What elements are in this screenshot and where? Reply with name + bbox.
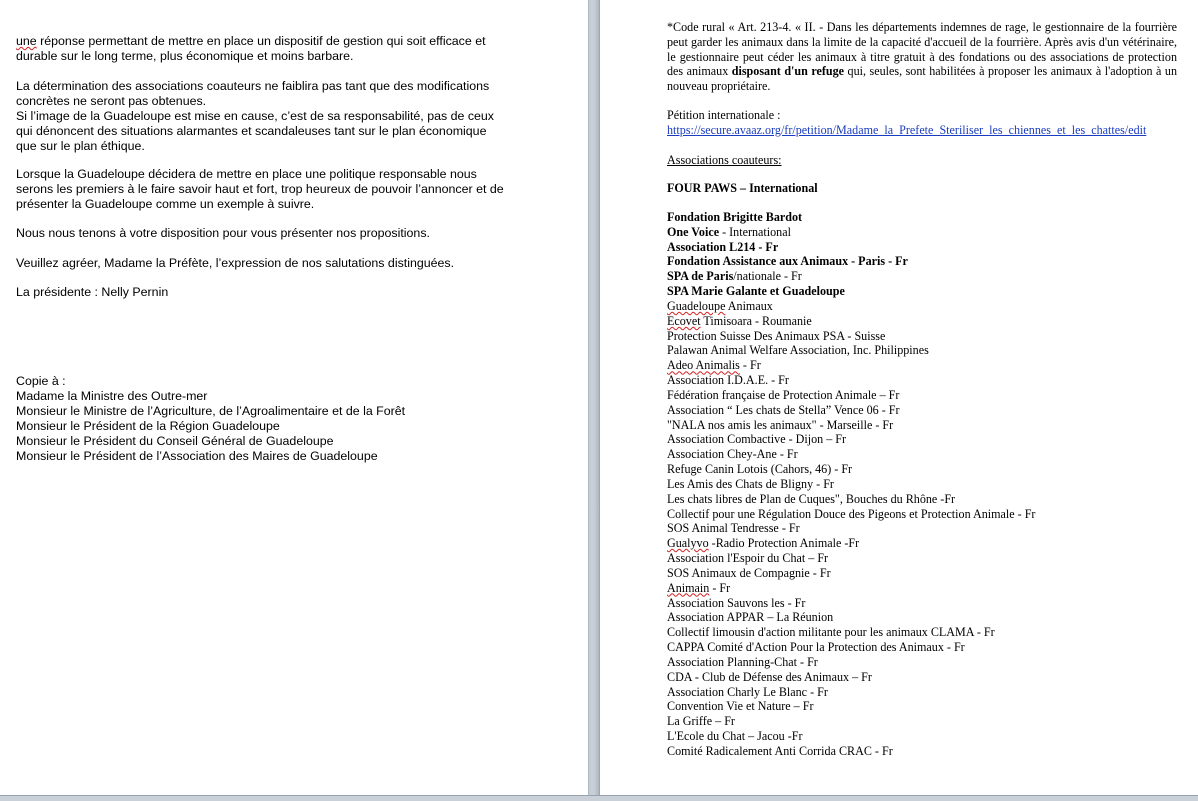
association-item <box>667 462 1177 477</box>
text-fragment: qui, seules, sont habilitées à proposer les animaux à l'adoption à un nouveau propriétaire. <box>667 64 1178 94</box>
copy-recipient: Monsieur le Ministre de l’Agriculture, de l’Agroalimentaire et de la Forêt <box>16 404 406 418</box>
association-item <box>667 581 1177 596</box>
association-name-bold: One Voice <box>667 224 720 239</box>
association-item <box>667 729 1177 744</box>
bold-fragment: disposant d'un refuge <box>731 64 845 79</box>
association-text: Association Combactive - Dijon – Fr <box>667 432 847 447</box>
text-fragment: réponse permettant de mettre en place un dispositif de gestion qui soit efficace et <box>36 34 486 48</box>
association-text: Convention Vie et Nature – Fr <box>667 699 814 714</box>
paragraph-disposition <box>16 226 430 241</box>
association-list-top <box>667 210 1177 759</box>
spelling-marked-word: Adeo Animalis <box>667 358 740 373</box>
association-item <box>667 329 1177 344</box>
association-text: Animaux <box>725 298 773 313</box>
document-page-right <box>600 0 1198 795</box>
association-text: Association I.D.A.E. - Fr <box>667 373 789 388</box>
association-item <box>667 625 1177 640</box>
page-gutter <box>588 0 600 800</box>
association-item <box>667 388 1177 403</box>
association-item <box>667 269 1177 284</box>
association-text: CAPPA Comité d'Action Pour la Protection des Animaux - Fr <box>667 640 965 655</box>
association-text: L'Ecole du Chat – Jacou -Fr <box>667 728 803 743</box>
petition-block <box>667 108 1177 138</box>
association-item <box>667 418 1177 433</box>
association-item <box>667 477 1177 492</box>
petition-label: Pétition internationale : <box>667 108 781 122</box>
association-item <box>667 299 1177 314</box>
association-text: Collectif pour une Régulation Douce des Pigeons et Protection Animale - Fr <box>667 506 1036 521</box>
spelling-marked-word: Guadeloupe <box>667 298 726 313</box>
association-item <box>667 225 1177 240</box>
text-line: qui dénoncent des situations alarmantes et scandaleuses tant sur le plan économique <box>16 124 487 138</box>
association-item <box>667 240 1177 255</box>
copy-recipient: Monsieur le Président de l’Association des Maires de Guadeloupe <box>16 449 378 463</box>
text-line: La détermination des associations coauteurs ne faiblira pas tant que des modifications <box>16 79 490 93</box>
association-text: CDA - Club de Défense des Animaux – Fr <box>667 669 872 684</box>
text-line: Veuillez agréer, Madame la Préfète, l’expression de nos salutations distinguées. <box>16 256 455 270</box>
spelling-marked-word: Ecovet <box>667 313 701 328</box>
association-text: Timisoara - Roumanie <box>700 313 812 328</box>
document-page-left <box>0 0 588 795</box>
text-line <box>16 34 486 49</box>
association-item <box>667 492 1177 507</box>
association-item <box>667 284 1177 299</box>
text-line: concrètes ne seront pas obtenues. <box>16 94 207 108</box>
spelling-marked-word: une <box>16 34 37 48</box>
association-item <box>667 521 1177 536</box>
association-text: Les chats libres de Plan de Cuques", Bouches du Rhône -Fr <box>667 491 956 506</box>
association-text: - International <box>719 224 791 239</box>
association-item <box>667 314 1177 329</box>
association-text: Collectif limousin d'action militante pour les animaux CLAMA - Fr <box>667 625 995 640</box>
copy-recipient: Monsieur le Président de la Région Guadeloupe <box>16 419 280 433</box>
text-line: Nous nous tenons à votre disposition pour vous présenter nos propositions. <box>16 226 430 240</box>
copy-heading: Copie à : <box>16 374 66 388</box>
paragraph-salutations <box>16 256 454 271</box>
association-item <box>667 447 1177 462</box>
association-item <box>667 655 1177 670</box>
association-item <box>667 551 1177 566</box>
association-text: Protection Suisse Des Animaux PSA - Suisse <box>667 328 886 343</box>
text-line: Lorsque la Guadeloupe décidera de mettre en place une politique responsable nous <box>16 167 477 181</box>
association-item <box>667 714 1177 729</box>
association-name-bold: Fondation Brigitte Bardot <box>667 210 803 224</box>
text-line: que sur le plan éthique. <box>16 139 145 153</box>
window-bottom-edge <box>0 795 1198 801</box>
association-item <box>667 699 1177 714</box>
association-text: Association Chey-Ane - Fr <box>667 447 798 462</box>
association-text: Palawan Animal Welfare Association, Inc. Philippines <box>667 343 929 358</box>
association-text: - Fr <box>709 580 731 595</box>
association-text: Les Amis des Chats de Bligny - Fr <box>667 476 834 491</box>
association-text: Refuge Canin Lotois (Cahors, 46) - Fr <box>667 462 853 477</box>
association-text: Association Planning-Chat - Fr <box>667 654 818 669</box>
association-item <box>667 358 1177 373</box>
association-text: Association APPAR – La Réunion <box>667 610 834 625</box>
intro-paragraph <box>16 34 486 64</box>
association-item <box>667 373 1177 388</box>
association-item <box>667 536 1177 551</box>
association-text: Association Sauvons les - Fr <box>667 595 806 610</box>
association-item <box>667 596 1177 611</box>
association-item <box>667 566 1177 581</box>
association-item <box>667 432 1177 447</box>
association-item <box>667 640 1177 655</box>
association-text: Association l'Espoir du Chat – Fr <box>667 551 829 566</box>
association-item <box>667 507 1177 522</box>
copy-recipient: Monsieur le Président du Conseil Général de Guadeloupe <box>16 434 334 448</box>
association-text: La Griffe – Fr <box>667 714 735 729</box>
association-text: Comité Radicalement Anti Corrida CRAC - Fr <box>667 743 893 758</box>
paragraph-determination <box>16 79 494 154</box>
association-name-bold: Fondation Assistance aux Animaux - Paris - Fr <box>667 254 908 269</box>
association-text: SOS Animal Tendresse - Fr <box>667 521 800 536</box>
association-text: Fédération française de Protection Animale – Fr <box>667 387 900 402</box>
association-text: /nationale - Fr <box>733 269 802 284</box>
association-text: - Fr <box>739 358 761 373</box>
petition-link[interactable]: https://secure.avaaz.org/fr/petition/Madame_la_Prefete_Steriliser_les_chiennes_et_les_chattes/edit <box>667 122 1147 137</box>
association-item <box>667 403 1177 418</box>
text-line: serons les premiers à le faire savoir haut et fort, trop heureux de pouvoir l’annoncer et de <box>16 182 504 196</box>
association-item <box>667 744 1177 759</box>
association-text: SOS Animaux de Compagnie - Fr <box>667 565 831 580</box>
association-name-bold: SPA Marie Galante et Guadeloupe <box>667 284 845 299</box>
association-text: "NALA nos amis les animaux" - Marseille - Fr <box>667 417 894 432</box>
association-item <box>667 670 1177 685</box>
association-item <box>667 610 1177 625</box>
heading-text: Associations coauteurs: <box>667 153 782 167</box>
spelling-marked-word: Animain <box>667 580 710 595</box>
paragraph-guadeloupe <box>16 167 504 212</box>
text-line: présenter la Guadeloupe comme un exemple à suivre. <box>16 197 315 211</box>
spelling-marked-word: Gualyvo <box>667 536 709 551</box>
code-rural-footnote <box>667 20 1177 94</box>
association-text: -Radio Protection Animale -Fr <box>708 536 860 551</box>
text-fragment: *Code rural « Art. 213-4. « II. - Dans les départements indemnes de rage, le gestionnaire de la fourrière peut garder les animaux dans la limite de la capacité d'accueil de la fourrière. Après avis d'un vétérinaire, le gestionnaire peut céder les animaux à titre gratuit à des fondations ou des associations de protection des animaux <box>667 20 1177 79</box>
association-item <box>667 210 1177 225</box>
signature <box>16 285 168 300</box>
copy-list <box>16 374 405 464</box>
association-item <box>667 343 1177 358</box>
four-paws-line: FOUR PAWS – International <box>667 181 818 195</box>
association-text: Association Charly Le Blanc - Fr <box>667 684 828 699</box>
association-item <box>667 254 1177 269</box>
text-line: La présidente : Nelly Pernin <box>16 285 169 299</box>
association-name-bold: Association L214 - Fr <box>667 239 779 254</box>
text-line: durable sur le long terme, plus économique et moins barbare. <box>16 49 354 63</box>
association-name-bold: SPA de Paris <box>667 269 734 284</box>
association-item <box>667 685 1177 700</box>
coauthors-heading <box>667 153 1177 168</box>
association-text: Association “ Les chats de Stella” Vence 06 - Fr <box>667 402 900 417</box>
text-line: Si l’image de la Guadeloupe est mise en cause, c’est de sa responsabilité, pas de ceux <box>16 109 495 123</box>
copy-recipient: Madame la Ministre des Outre-mer <box>16 389 208 403</box>
